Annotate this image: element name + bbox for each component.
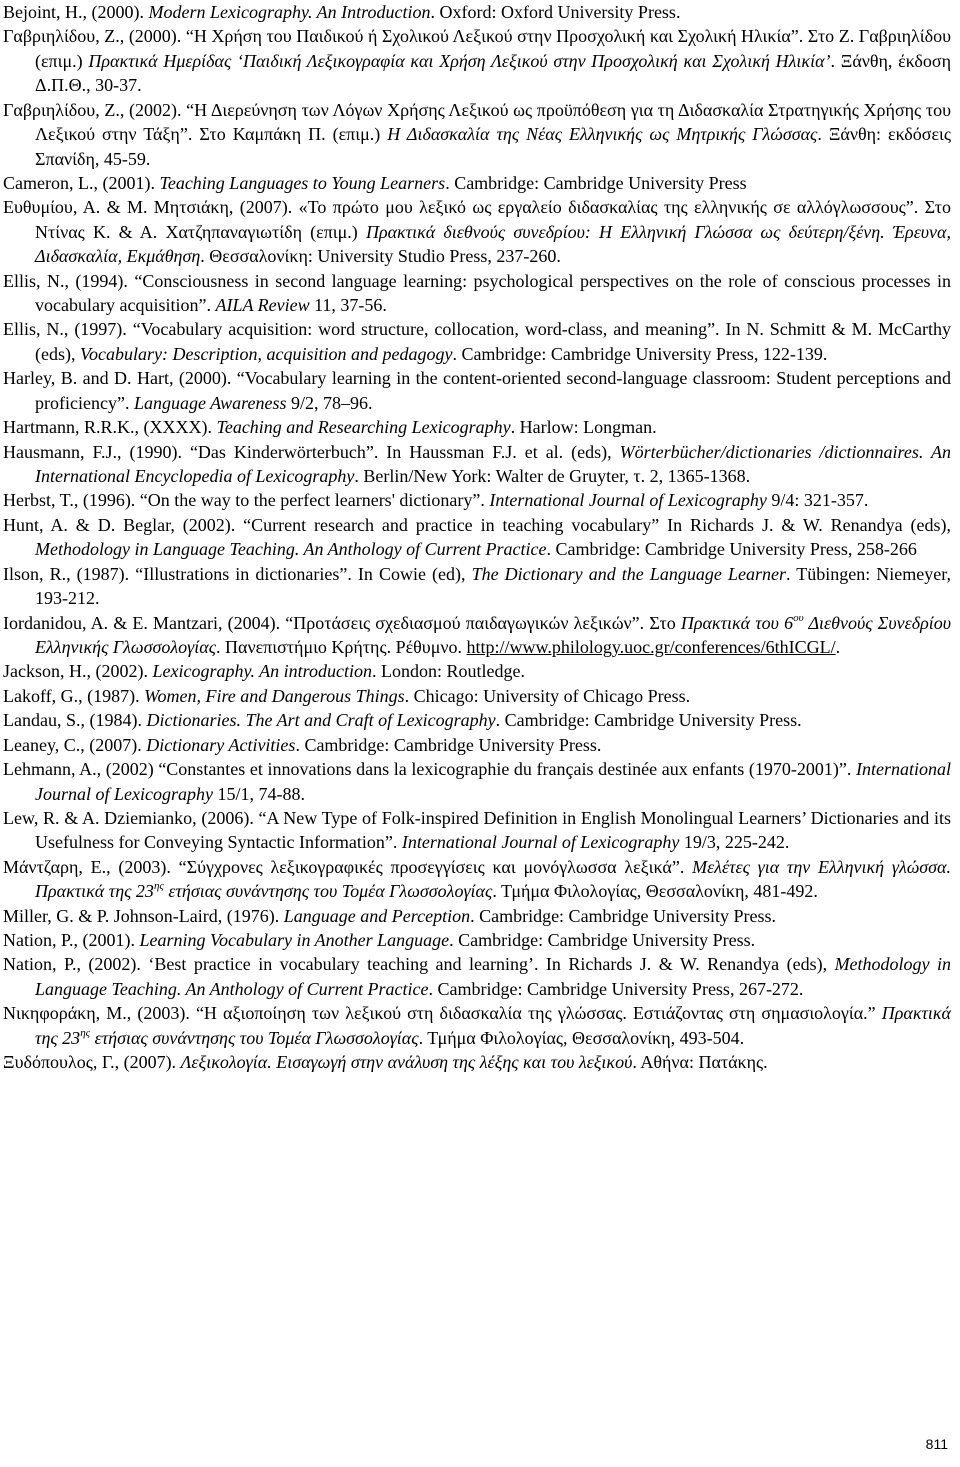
reference-text: Hunt, A. & D. Beglar, (2002). “Current research and practice in teaching vocabulary” In Richards J. & W. Renandya (eds), xyxy=(3,514,951,535)
reference-text: 15/1, 74-88. xyxy=(212,783,305,804)
reference-text: Leaney, C., (2007). xyxy=(3,734,147,755)
reference-italic-text: Μελέτες για την Ελληνική γλώσσα. Πρακτικά της 23 xyxy=(35,856,951,902)
reference-text: Γαβριηλίδου, Ζ., (2000). “Η Χρήση του Παιδικού ή Σχολικού Λεξικού στην Προσχολική και Σχολική Ηλικία”. Στο Ζ. Γαβριηλίδου (επιμ.) xyxy=(3,26,951,71)
reference-entry xyxy=(3,98,951,171)
reference-italic-text: International Journal of Lexicography xyxy=(401,832,680,853)
reference-text: . Cambridge: Cambridge University Press, 258-266 xyxy=(546,539,917,560)
reference-text: Lehmann, A., (2002) “Constantes et innovations dans la lexicographie du français destinée aux enfants (1970-2001)”. xyxy=(3,759,856,780)
reference-entry xyxy=(3,611,951,660)
reference-entry xyxy=(3,562,951,611)
reference-text: 19/3, 225-242. xyxy=(679,832,790,853)
reference-entry xyxy=(3,0,951,24)
reference-text: . Cambridge: Cambridge University Press. xyxy=(470,905,777,926)
reference-superscript: ου xyxy=(793,611,804,624)
reference-italic-text: Language Awareness xyxy=(133,392,287,413)
reference-italic-text: Methodology in Language Teaching. An Anthology of Current Practice xyxy=(35,954,951,999)
reference-italic-text: Teaching Languages to Young Learners xyxy=(159,172,446,193)
reference-text: . Oxford: Oxford University Press. xyxy=(430,2,681,22)
reference-entry xyxy=(3,317,951,366)
reference-entry xyxy=(3,904,951,928)
reference-entry xyxy=(3,1050,951,1074)
reference-entry xyxy=(3,855,951,904)
reference-text: 11, 37-56. xyxy=(309,295,387,316)
reference-text: . Cambridge: Cambridge University Press. xyxy=(495,710,802,731)
reference-italic-text: Πρακτικά διεθνούς συνεδρίου: Η Ελληνική Γλώσσα ως δεύτερη/ξένη. Έρευνα, Διδασκαλία, Εκμάθηση xyxy=(35,221,951,267)
reference-entry xyxy=(3,195,951,268)
reference-text: . Ξάνθη, έκδοση Δ.Π.Θ., 30-37. xyxy=(35,50,951,96)
reference-italic-text: Πρακτικά της 23 xyxy=(35,1003,951,1048)
reference-text: . Θεσσαλονίκη: University Studio Press, 237-260. xyxy=(200,246,561,267)
reference-entry xyxy=(3,366,951,415)
reference-text: Nation, P., (2002). ‘Best practice in vocabulary teaching and learning’. In Richards J. & W. Renandya (eds), xyxy=(3,954,835,975)
reference-text: Ilson, R., (1987). “Illustrations in dictionaries”. In Cowie (ed), xyxy=(3,563,472,584)
reference-text: Ellis, N., (1997). “Vocabulary acquisition: word structure, collocation, word-class, and meaning”. In N. Schmitt & M. McCarthy (eds), xyxy=(3,319,951,364)
reference-entry xyxy=(3,440,951,489)
reference-text: Harley, B. and D. Hart, (2000). “Vocabulary learning in the content-oriented second-language classroom: Student perceptions and proficiency”. xyxy=(3,368,951,413)
reference-italic-text: International Journal of Lexicography xyxy=(489,490,767,511)
reference-text: Μάντζαρη, Ε., (2003). “Σύγχρονες λεξικογραφικές προσεγγίσεις και μονόγλωσσα λεξικά”. xyxy=(3,856,693,877)
reference-text: . xyxy=(835,636,841,657)
reference-italic-text: The Dictionary and the Language Learner xyxy=(471,563,786,584)
reference-italic-text: ετήσιας συνάντησης του Τομέα Γλωσσολογίας xyxy=(163,881,493,902)
reference-italic-text: Η Διδασκαλία της Νέας Ελληνικής ως Μητρικής Γλώσσας xyxy=(387,124,818,145)
reference-entry xyxy=(3,513,951,562)
reference-entry xyxy=(3,757,951,806)
reference-entry xyxy=(3,684,951,708)
reference-superscript: ης xyxy=(153,880,164,893)
reference-text: . Berlin/New York: Walter de Gruyter, τ. 2, 1365-1368. xyxy=(354,466,751,487)
reference-text: Ellis, N., (1994). “Consciousness in second language learning: psychological perspectives on the role of conscious processes in vocabulary acquisition”. xyxy=(3,270,951,316)
reference-italic-text: Learning Vocabulary in Another Language xyxy=(139,930,450,951)
reference-text: . London: Routledge. xyxy=(371,661,525,682)
reference-text: . Harlow: Longman. xyxy=(510,417,657,438)
page-number: 811 xyxy=(925,1436,948,1452)
reference-text: . Πανεπιστήμιο Κρήτης. Ρέθυμνο. xyxy=(216,636,467,657)
reference-italic-text: Modern Lexicography. An Introduction xyxy=(148,2,431,22)
reference-italic-text: ετήσιας συνάντησης του Τομέα Γλωσσολογίας xyxy=(90,1027,419,1048)
reference-italic-text: Lexicography. An introduction xyxy=(152,661,372,682)
reference-text: Miller, G. & P. Johnson-Laird, (1976). xyxy=(3,905,284,926)
reference-entry xyxy=(3,806,951,855)
reference-text: Cameron, L., (2001). xyxy=(3,172,160,193)
reference-text: . Cambridge: Cambridge University Press. xyxy=(449,930,756,951)
reference-entry xyxy=(3,24,951,97)
reference-italic-text: Methodology in Language Teaching. An Anthology of Current Practice xyxy=(35,539,547,560)
reference-italic-text: Πρακτικά Ημερίδας ‘Παιδική Λεξικογραφία και Χρήση Λεξικού στην Προσχολική και Σχολική Ηλικία’ xyxy=(88,50,831,71)
reference-text: . Ξάνθη: εκδόσεις Σπανίδη, 45-59. xyxy=(35,124,951,169)
reference-italic-text: International Journal of Lexicography xyxy=(35,759,951,804)
reference-entry xyxy=(3,269,951,318)
reference-italic-text: Vocabulary: Description, acquisition and pedagogy xyxy=(79,343,453,364)
reference-link[interactable]: http://www.philology.uoc.gr/conferences/6thICGL/ xyxy=(466,636,836,657)
reference-text: Γαβριηλίδου, Ζ., (2002). “Η Διερεύνηση των Λόγων Χρήσης Λεξικού ως προϋπόθεση για τη Διδασκαλία Στρατηγικής Χρήσης του Λεξικού στην Τάξη”. Στο Καμπάκη Π. (επιμ.) xyxy=(3,99,951,145)
reference-text: . Cambridge: Cambridge University Press. xyxy=(295,734,602,755)
reference-text: Ξυδόπουλος, Γ., (2007). xyxy=(3,1052,181,1073)
reference-text: Nation, P., (2001). xyxy=(3,930,140,951)
reference-text: . Τμήμα Φιλολογίας, Θεσσαλονίκη, 493-504. xyxy=(418,1027,745,1048)
reference-italic-text: Teaching and Researching Lexicography xyxy=(216,417,511,438)
reference-entry xyxy=(3,659,951,683)
reference-entry xyxy=(3,928,951,952)
reference-text: Hausmann, F.J., (1990). “Das Kinderwörterbuch”. In Haussman F.J. et al. (eds), xyxy=(3,441,620,462)
reference-entry xyxy=(3,952,951,1001)
reference-italic-text: Wörterbücher/dictionaries /dictionnaires. An International Encyclopedia of Lexicography xyxy=(35,441,951,487)
reference-entry xyxy=(3,171,951,195)
reference-text: Lakoff, G., (1987). xyxy=(3,685,145,706)
reference-text: Lew, R. & A. Dziemianko, (2006). “A New Type of Folk-inspired Definition in English Monolingual Learners’ Dictionaries and its Usefulness for Conveying Syntactic Information”. xyxy=(3,807,951,853)
reference-italic-text: AILA Review xyxy=(215,295,310,316)
reference-entry xyxy=(3,733,951,757)
reference-superscript: ης xyxy=(80,1026,91,1039)
reference-italic-text: Διεθνούς Συνεδρίου Ελληνικής Γλωσσολογίας xyxy=(35,612,951,657)
reference-text: Νικηφοράκη, Μ., (2003). “Η αξιοποίηση των λεξικού στη διδασκαλία της γλώσσας. Εστιάζοντας στη σημασιολογία.” xyxy=(3,1003,882,1024)
reference-text: Iordanidou, A. & E. Mantzari, (2004). “Προτάσεις σχεδιασμού παιδαγωγικών λεξικών”. Στο xyxy=(3,612,681,633)
reference-text: . Αθήνα: Πατάκης. xyxy=(632,1052,768,1073)
reference-entry xyxy=(3,415,951,439)
reference-text: . Cambridge: Cambridge University Press, 267-272. xyxy=(428,978,804,999)
reference-text: . Cambridge: Cambridge University Press xyxy=(445,172,747,193)
reference-italic-text: Λεξικολογία. Εισαγωγή στην ανάλυση της λέξης και του λεξικού xyxy=(180,1052,633,1073)
reference-italic-text: Πρακτικά του 6 xyxy=(680,612,794,633)
reference-text: Jackson, H., (2002). xyxy=(3,661,153,682)
reference-text: Hartmann, R.R.K., (XXXX). xyxy=(3,417,217,438)
reference-text: Bejoint, H., (2000). xyxy=(3,2,149,22)
reference-entry xyxy=(3,1001,951,1050)
reference-text: Herbst, T., (1996). “On the way to the perfect learners' dictionary”. xyxy=(3,490,490,511)
reference-text: 9/4: 321-357. xyxy=(766,490,869,511)
reference-italic-text: Dictionaries. The Art and Craft of Lexicography xyxy=(146,710,496,731)
reference-italic-text: Dictionary Activities xyxy=(146,734,296,755)
reference-text: Landau, S., (1984). xyxy=(3,710,147,731)
reference-entry xyxy=(3,488,951,512)
reference-list xyxy=(3,0,951,1075)
reference-italic-text: Language and Perception xyxy=(283,905,471,926)
reference-text: 9/2, 78–96. xyxy=(286,392,373,413)
reference-text: . Tübingen: Niemeyer, 193-212. xyxy=(35,563,952,609)
reference-text: . Cambridge: Cambridge University Press, 122-139. xyxy=(452,343,828,364)
reference-italic-text: Women, Fire and Dangerous Things xyxy=(144,685,405,706)
reference-entry xyxy=(3,708,951,732)
reference-text: Ευθυμίου, Α. & Μ. Μητσιάκη, (2007). «Το πρώτο μου λεξικό ως εργαλείο διδασκαλίας της ελληνικής σε αλλόγλωσσους”. Στο Ντίνας Κ. & Α. Χατζηπαναγιωτίδη (επιμ.) xyxy=(3,197,951,242)
reference-text: . Τμήμα Φιλολογίας, Θεσσαλονίκη, 481-492. xyxy=(492,881,818,902)
reference-text: . Chicago: University of Chicago Press. xyxy=(404,685,691,706)
